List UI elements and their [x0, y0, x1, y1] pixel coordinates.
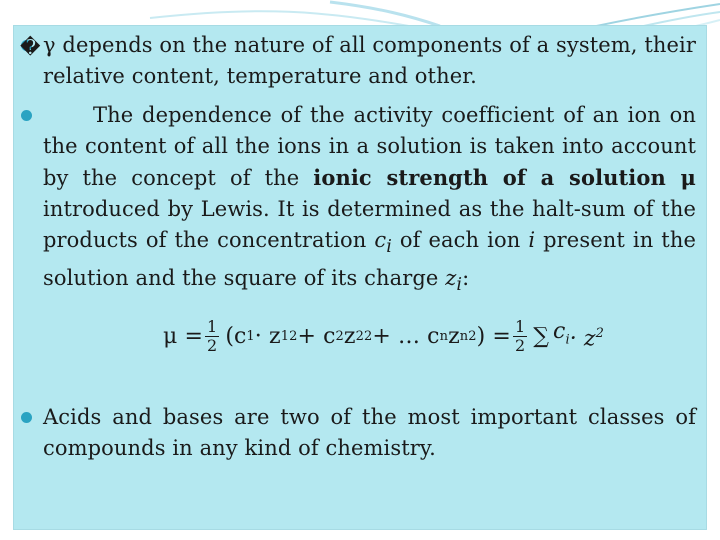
replacement-glyph: �	[20, 35, 41, 59]
ion-i-symbol: i	[528, 228, 536, 252]
zi-symbol: $z_i$	[445, 266, 463, 296]
fraction-one-half: $\frac{1}{2}$	[514, 317, 526, 356]
bullet-text-d: present in the solution and the square of its charge	[43, 228, 696, 291]
ci-symbol: $c_i$	[374, 228, 392, 258]
bullet-text-c: of each ion	[391, 228, 529, 252]
bullet-list	[14, 30, 706, 464]
bullet-text: γ depends on the nature of all components of a system, their relative content, temperature and other.	[43, 33, 696, 88]
bullet-text: Acids and bases are two of the most important classes of compounds in any kind of chemistry.	[43, 404, 696, 460]
ionic-strength-formula: μ = $\frac{1}{2}$ (c 1 · z 1 2 + c 2 z 2 2 + … c n z n 2 ) = $\frac{1}{2}$ ∑ $c_i$ · $z^2$	[163, 317, 604, 356]
bullet-marker	[21, 110, 32, 121]
sum-symbol: ∑	[533, 323, 550, 349]
ionic-strength-term: ionic strength of a solution μ	[313, 165, 696, 190]
bullet-item-activity-coefficient	[14, 30, 706, 92]
bullet-marker	[21, 412, 32, 423]
bullet-item-ionic-strength: The dependence of the activity coefficient of an ion on the content of all the ions in a solution is taken into account by the concept of the ionic strength of a solution μ introduced by Lewis. It is determined as the halt-sum of the products of the concentration $c_i$ of each ion i present in the solution and the square of its charge $z_i$: μ = $\frac{1}{2}$ (c 1 · z 1 2 + c 2 z 2 2 + … c n z n 2 ) = $\frac{1}{2}$ ∑ $c_i$ · $z^2$	[14, 100, 706, 358]
bullet-text-a: The dependence of the activity coefficient of an ion on the content of all the ions in a solution is taken into account by the concept of the	[43, 103, 696, 190]
bullet-text-b: introduced by Lewis. It is determined as the halt-sum of the products of the concentration	[43, 197, 696, 252]
fraction-one-half: $\frac{1}{2}$	[207, 317, 218, 356]
bullet-item-acids-bases	[14, 402, 706, 464]
